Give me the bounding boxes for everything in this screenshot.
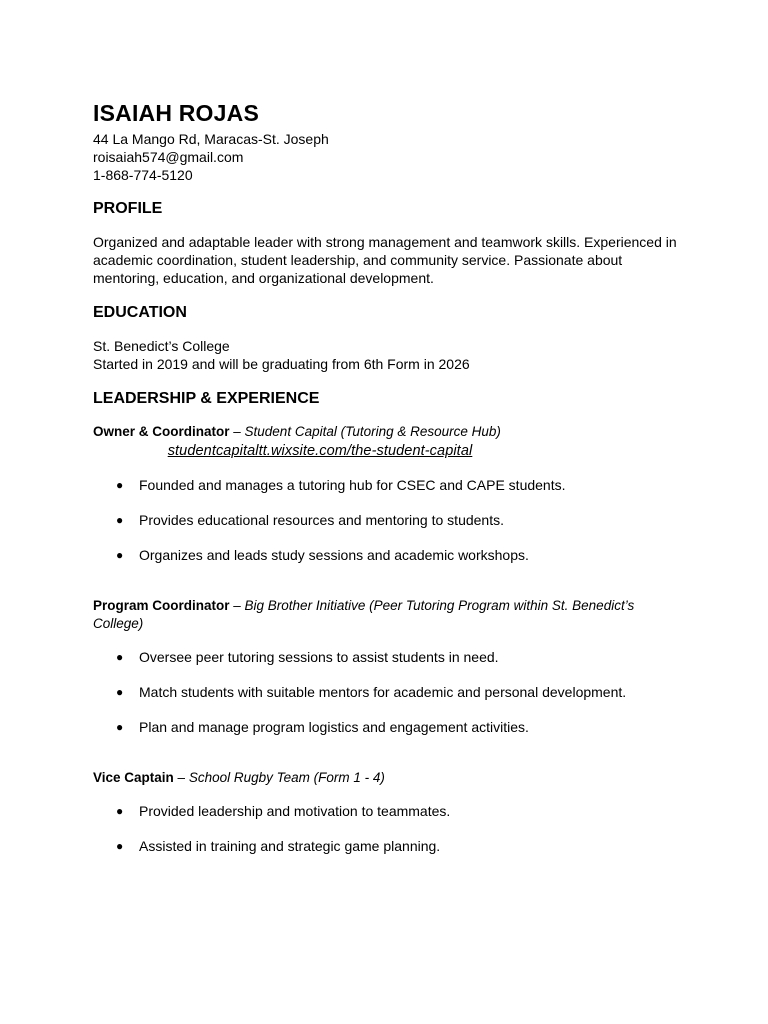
list-item — [93, 718, 683, 736]
experience-role — [93, 597, 683, 736]
experience-role — [93, 769, 683, 855]
bullet-icon: ● — [116, 512, 124, 527]
bullet-text: Match students with suitable mentors for academic and personal development. — [139, 683, 627, 700]
experience-role — [93, 423, 683, 564]
education-detail: Started in 2019 and will be graduating from 6th Form in 2026 — [93, 355, 470, 372]
bullet-icon: ● — [116, 477, 124, 492]
role-separator: – — [173, 769, 189, 785]
role-bullets — [93, 802, 683, 855]
bullet-text: Founded and manages a tutoring hub for CSEC and CAPE students. — [139, 476, 566, 493]
email: roisaiah574@gmail.com — [93, 149, 244, 165]
bullet-text: Provides educational resources and mentoring to students. — [139, 511, 504, 528]
phone: 1-868-774-5120 — [93, 167, 193, 183]
education-school: St. Benedict’s College — [93, 337, 230, 354]
role-organization: Big Brother Initiative (Peer Tutoring Program within St. Benedict’s College) — [93, 597, 635, 631]
resume-header — [93, 96, 683, 184]
bullet-text: Organizes and leads study sessions and academic workshops. — [139, 546, 529, 563]
candidate-name: ISAIAH ROJAS — [93, 100, 259, 126]
bullet-text: Provided leadership and motivation to teammates. — [139, 802, 451, 819]
role-title: Vice Captain — [93, 769, 174, 785]
bullet-icon: ● — [116, 803, 124, 818]
list-item — [93, 546, 683, 564]
list-item — [93, 511, 683, 529]
bullet-icon: ● — [116, 649, 124, 664]
role-organization: School Rugby Team (Form 1 - 4) — [188, 769, 385, 785]
role-header — [93, 597, 683, 633]
bullet-text: Oversee peer tutoring sessions to assist students in need. — [139, 648, 499, 665]
role-title: Owner & Coordinator — [93, 423, 230, 439]
role-separator: – — [229, 423, 245, 439]
list-item — [93, 802, 683, 820]
bullet-icon: ● — [116, 684, 124, 699]
role-title: Program Coordinator — [93, 597, 230, 613]
list-item — [93, 683, 683, 701]
role-bullets — [93, 476, 683, 564]
bullet-icon: ● — [116, 838, 124, 853]
role-separator: – — [229, 597, 245, 613]
bullet-icon: ● — [116, 547, 124, 562]
address: 44 La Mango Rd, Maracas-St. Joseph — [93, 131, 329, 147]
bullet-text: Plan and manage program logistics and engagement activities. — [139, 718, 529, 735]
education-heading: EDUCATION — [93, 303, 187, 321]
role-website-link[interactable]: studentcapitaltt.wixsite.com/the-student-capital — [167, 442, 473, 459]
list-item — [93, 476, 683, 494]
list-item — [93, 837, 683, 855]
bullet-text: Assisted in training and strategic game planning. — [139, 837, 441, 854]
role-header — [93, 423, 683, 441]
profile-text: Organized and adaptable leader with strong management and teamwork skills. Experienced in academic coordination, student leadership, and community service. Passionate about mentoring, education, and organizational development. — [93, 234, 677, 287]
list-item — [93, 648, 683, 666]
role-header — [93, 769, 683, 787]
role-organization: Student Capital (Tutoring & Resource Hub) — [244, 423, 501, 439]
resume-page — [93, 96, 683, 855]
role-bullets — [93, 648, 683, 736]
bullet-icon: ● — [116, 719, 124, 734]
experience-heading: LEADERSHIP & EXPERIENCE — [93, 389, 320, 407]
profile-heading: PROFILE — [93, 200, 163, 217]
